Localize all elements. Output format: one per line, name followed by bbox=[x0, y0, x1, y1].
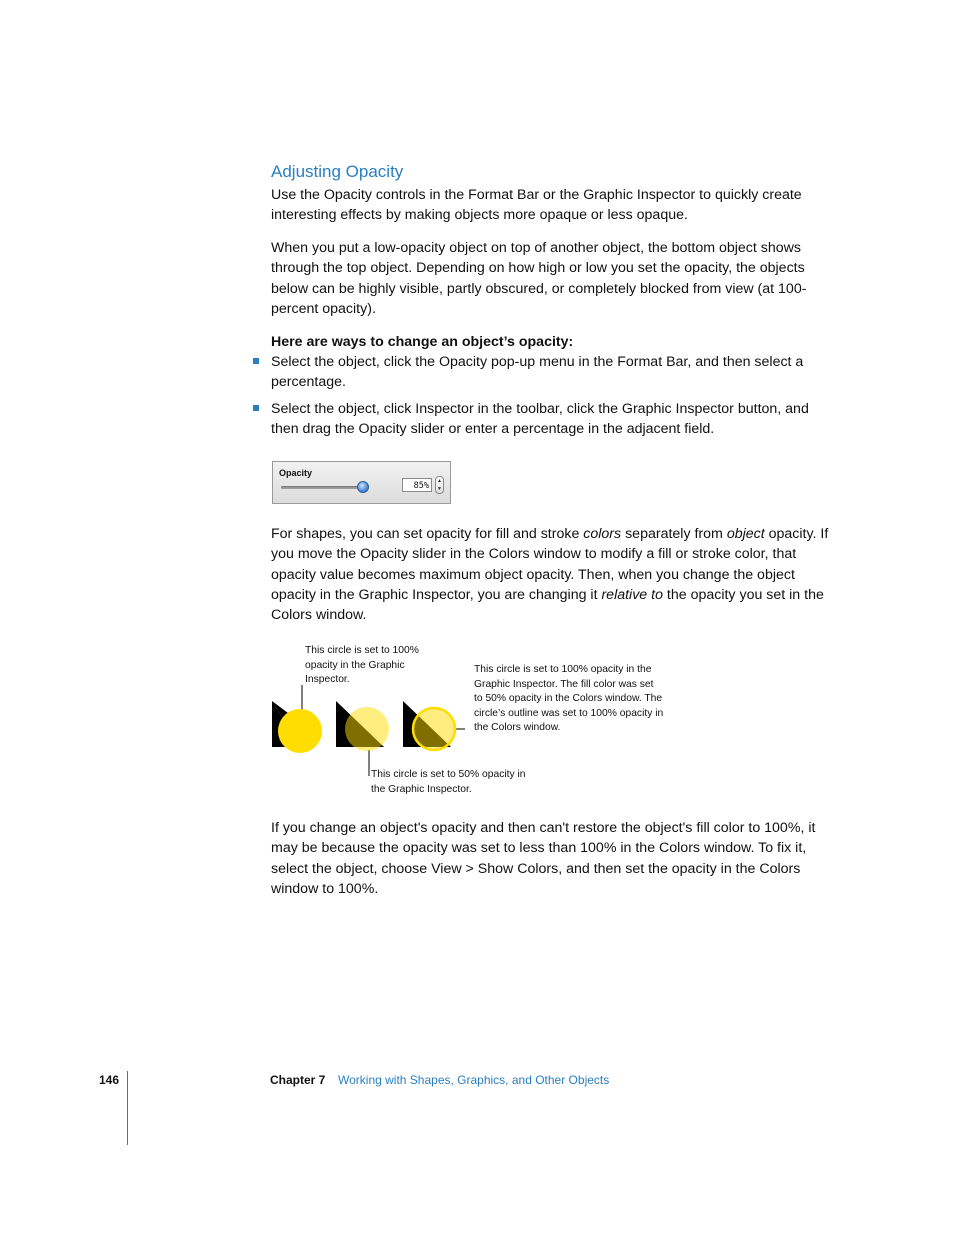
opacity-control-panel bbox=[272, 461, 451, 504]
shapes-paragraph: For shapes, you can set opacity for fill and stroke colors separately from object opacity. If you move the Opacity slider in the Colors window to modify a fill or stroke color, that opacity value becomes maximum object opacity. Then, when you change the object opacity in the Graphic Inspector, you are changing it relative to the opacity you set in the Colors window. bbox=[271, 526, 829, 624]
circle-half-opacity bbox=[345, 707, 389, 751]
figure-caption-fill-50: This circle is set to 100% opacity in the Graphic Inspector. The fill color was set to 50% opacity in the Colors window. The circle’s outline was set to 100% opacity in the Colors window. bbox=[474, 664, 664, 734]
bullet-text: Select the object, click Inspector in the toolbar, click the Graphic Inspector button, and then drag the Opacity slider or enter a percentage in the adjacent field. bbox=[271, 401, 809, 438]
stepper-down-icon[interactable]: ▼ bbox=[437, 486, 442, 492]
footer-divider bbox=[127, 1071, 128, 1145]
opacity-stepper[interactable] bbox=[435, 476, 444, 494]
figure-caption-full-opacity: This circle is set to 100% opacity in the Graphic Inspector. bbox=[305, 645, 419, 686]
footer-chapter-label: Chapter 7 bbox=[270, 1073, 326, 1087]
figure-caption-half-opacity: This circle is set to 50% opacity in the Graphic Inspector. bbox=[371, 769, 526, 795]
intro-paragraph: Use the Opacity controls in the Format Bar or the Graphic Inspector to quickly create interesting effects by making objects more opaque or less opaque. bbox=[271, 187, 802, 224]
stepper-up-icon[interactable]: ▲ bbox=[437, 478, 442, 484]
circle-full-opacity bbox=[278, 709, 322, 753]
opacity-slider-track[interactable] bbox=[281, 486, 369, 489]
ways-heading: Here are ways to change an object’s opacity: bbox=[271, 334, 574, 350]
opacity-examples-figure bbox=[265, 680, 465, 780]
opacity-slider-knob[interactable] bbox=[357, 481, 369, 493]
bullet-text: Select the object, click the Opacity pop-up menu in the Format Bar, and then select a percentage. bbox=[271, 354, 804, 391]
bullet-square-icon bbox=[253, 405, 259, 411]
footer-chapter-title: Working with Shapes, Graphics, and Other Objects bbox=[338, 1073, 610, 1087]
opacity-label: Opacity bbox=[279, 468, 313, 478]
section-heading: Adjusting Opacity bbox=[271, 162, 404, 181]
overlap-paragraph: When you put a low-opacity object on top of another object, the bottom object shows through the top object. Depending on how high or low you set the opacity, the objects below can be highly visible, partly obscured, or completely blocked from view (at 100-percent opacity). bbox=[271, 240, 807, 317]
page-number: 146 bbox=[99, 1073, 120, 1087]
opacity-value-field[interactable]: 85% bbox=[402, 478, 432, 492]
bullet-square-icon bbox=[253, 358, 259, 364]
restore-paragraph: If you change an object's opacity and then can't restore the object's fill color to 100%, it may be because the opacity was set to less than 100% in the Colors window. To fix it, select the object, choose View > Show Colors, and then set the opacity in the Colors window to 100%. bbox=[271, 820, 816, 897]
circle-half-fill-solid-outline bbox=[413, 708, 455, 750]
